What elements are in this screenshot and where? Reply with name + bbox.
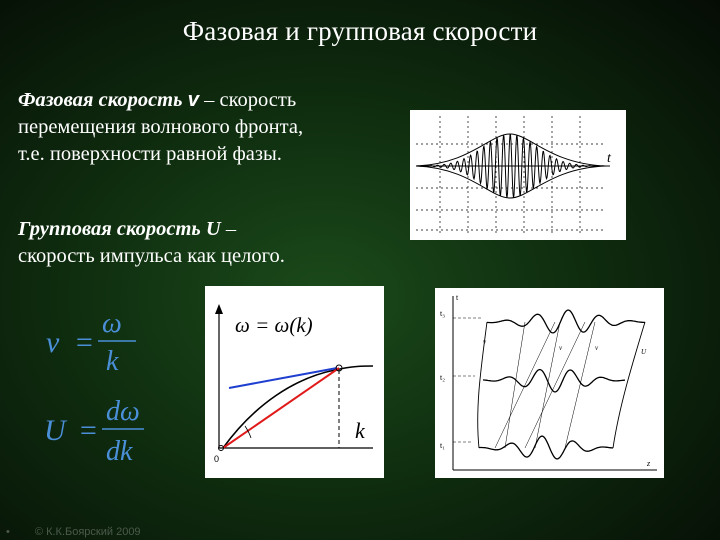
phase-velocity-label-a: v (483, 338, 487, 346)
phase-line-3 (565, 322, 595, 448)
slide-title: Фазовая и групповая скорости (182, 16, 538, 46)
phase-velocity-term: Фазовая скорость (18, 89, 183, 111)
dispersion-curve (223, 366, 373, 448)
wave-packet-figure (410, 110, 626, 240)
z-axis-label: z (647, 459, 651, 468)
formula-u-eq: = (78, 414, 99, 447)
group-velocity-symbol: U (205, 218, 221, 240)
group-velocity-line2: скорость импульса как целого. (18, 245, 285, 267)
packet-envelope-right (613, 322, 645, 448)
group-velocity-dash: – (220, 218, 237, 240)
phase-line-1 (505, 322, 525, 448)
group-velocity-term: Групповая скорость (18, 218, 201, 240)
packet-propagation-svg (435, 288, 664, 478)
formula-u-den: dk (106, 436, 133, 467)
dispersion-svg (205, 286, 384, 478)
footer-copyright: © К.К.Боярский 2009 (34, 526, 141, 538)
formula-u-lhs: U (44, 414, 66, 447)
origin-label: 0 (214, 454, 220, 464)
wave-packet-svg (410, 110, 626, 240)
phase-line-5 (525, 322, 585, 448)
packet-waves (479, 310, 645, 459)
phase-velocity-chord (223, 368, 339, 448)
dispersion-figure (205, 286, 384, 478)
phase-line-4 (495, 322, 555, 448)
omega-axis-arrow (215, 304, 223, 314)
phase-velocity-dash: – скорость (199, 89, 297, 111)
packet-propagation-figure (435, 288, 664, 478)
phase-velocity-label-b: v (559, 344, 563, 352)
phase-velocity-line2: перемещения волнового фронта, (18, 116, 304, 138)
phase-lines (495, 322, 595, 448)
footer-bullet: • (6, 526, 10, 538)
phase-velocity-line3: т.е. поверхности равной фазы. (18, 143, 282, 165)
group-velocity-tangent (229, 368, 337, 388)
phase-velocity-symbol: v (187, 88, 200, 111)
phase-velocity-definition (18, 86, 398, 168)
formula-v-num: ω (102, 308, 122, 339)
velocity-formulas (22, 300, 182, 480)
t2-label: t₂ (440, 373, 446, 382)
t3-label: t₃ (440, 309, 446, 318)
envelope-lower (416, 166, 606, 198)
k-axis-label: k (355, 418, 365, 443)
wave-packet-2 (483, 370, 625, 393)
group-velocity-label: U (641, 348, 647, 356)
t1-label: t₁ (440, 441, 446, 450)
formula-v-den: k (106, 346, 119, 377)
time-axis-label: t (607, 151, 611, 166)
wave-packet-3 (487, 310, 645, 333)
formula-v-eq: = (74, 326, 95, 359)
formula-v-lhs: v (46, 326, 60, 359)
t-axis-label: t (456, 293, 459, 302)
formula-u-num: dω (106, 396, 140, 427)
omega-equation-label: ω = ω(k) (235, 313, 313, 337)
phase-velocity-label-c: v (595, 344, 599, 352)
phase-line-2 (535, 322, 560, 448)
slide-footer (6, 526, 141, 538)
group-velocity-definition (18, 216, 398, 270)
